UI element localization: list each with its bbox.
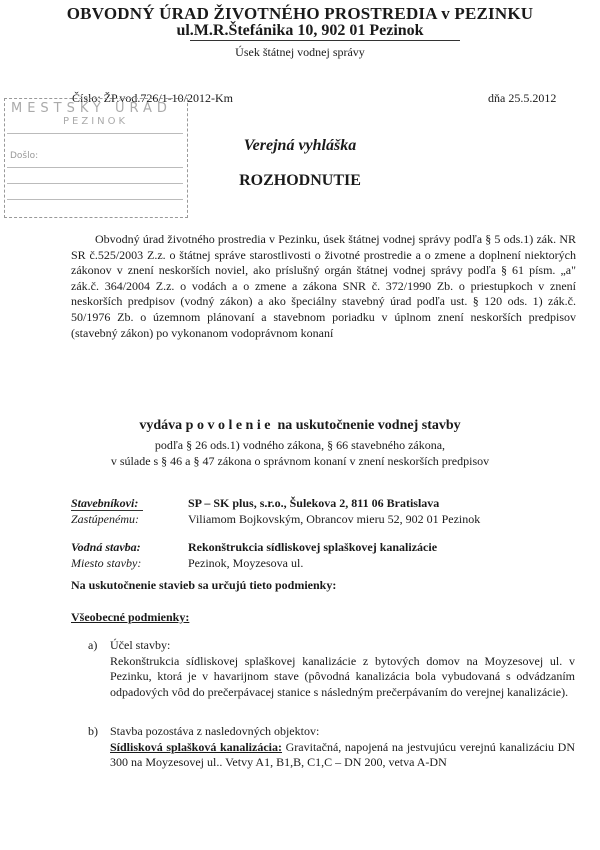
general-conditions-heading: Všeobecné podmienky: [71, 610, 190, 624]
permit-statement [0, 418, 600, 434]
stamp-rule [7, 133, 183, 134]
builder-value: SP – SK plus, s.r.o., Šulekova 2, 811 06 Bratislava [188, 496, 440, 510]
stamp-rule [7, 199, 183, 200]
office-name: OBVODNÝ ÚRAD ŽIVOTNÉHO PROSTREDIA v PEZINKU [66, 4, 534, 23]
intro-paragraph: Obvodný úrad životného prostredia v Pezinku, úsek štátnej vodnej správy podľa § 5 ods.1) zák. NR SR č.525/2003 Z.z. o štátnej správe starostlivosti o životné prostredie a o zmene a doplnení niektorých zákonov v znení neskorších noviel, ako príslušný orgán štátnej vodnej správy podľa § 61 písm. „a" zák.č. 364/2004 Z.z. o vodách a o zmene a zákona SNR č. 372/1990 Zb. o priestupkoch v znení neskorších predpisov (vodný zákon) a ako špeciálny stavebný úrad podľa ust. § 120 ods. 1) zák.č. 50/1976 Zb. o územnom plánovaní a stavebnom poriadku v úplnom znení neskorších predpisov (stavebný zákon) po vykonanom vodoprávnom konaní [71, 232, 576, 340]
structure-label: Vodná stavba: [71, 540, 141, 554]
representative-value: Viliamom Bojkovským, Obrancov mieru 52, 902 01 Pezinok [188, 512, 481, 526]
item-a-title: Účel stavby: [110, 638, 171, 652]
stamp-office: MESTSKÝ ÚRAD [11, 101, 172, 116]
location-value: Pezinok, Moyzesova ul. [188, 556, 304, 570]
item-b-marker: b) [88, 724, 98, 738]
structure-value: Rekonštrukcia sídliskovej splaškovej kanalizácie [188, 540, 438, 554]
item-a-marker: a) [88, 638, 98, 652]
stamp-received-label: Došlo: [10, 151, 39, 161]
builder-label: Stavebníkovi: [71, 496, 139, 510]
permit-verb: vydáva [139, 418, 183, 433]
decision-title: ROZHODNUTIE [239, 172, 361, 189]
department-name: Úsek štátnej vodnej správy [235, 45, 365, 59]
stamp-town: PEZINOK [63, 116, 129, 127]
registry-stamp [4, 98, 188, 218]
permit-word: povolenie [185, 418, 274, 433]
builder-label-underline [71, 510, 143, 511]
item-a-text: Rekonštrukcia sídliskovej splaškovej kanalizácie z bytových domov na Moyzesovej ul. v Pezinku, ktorá je v havarijnom stave (pôvodná kanalizácia bola vybudovaná s odvádzaním odpadových vôd do prečerpávacej stanice s následným prečerpávaním do verejnej kanalizácie). [110, 653, 575, 699]
document-date: dňa 25.5.2012 [488, 91, 557, 105]
item-b [110, 724, 575, 771]
reference-number: Číslo: ŽP.vod.726/1-10/2012-Km [72, 91, 234, 105]
item-b-body [110, 740, 575, 771]
location-label: Miesto stavby: [71, 556, 142, 570]
permit-legal-basis: podľa § 26 ods.1) vodného zákona, § 66 stavebného zákona, [154, 438, 446, 452]
item-a [110, 638, 575, 700]
permit-legal-basis-2: v súlade s § 46 a § 47 zákona o správnom konaní v znení neskorších predpisov [110, 454, 490, 468]
conditions-heading: Na uskutočnenie stavieb sa určujú tieto podmienky: [71, 578, 337, 592]
item-b-sub-label: Sídlisková splašková kanalizácia: [110, 739, 282, 754]
representative-label: Zastúpenému: [71, 512, 139, 526]
public-notice-title: Verejná vyhláška [243, 137, 357, 154]
permit-rest: na uskutočnenie vodnej stavby [277, 418, 461, 433]
header-underline [190, 40, 460, 41]
stamp-rule [7, 167, 183, 168]
office-address: ul.M.R.Štefánika 10, 902 01 Pezinok [176, 22, 424, 39]
item-b-text: Gravitačná, napojená na jestvujúcu verejnú kanalizáciu DN 300 na Moyzesovej ul.. Vetvy A1, B1,B, C1,C – DN 200, vetva A-DN [110, 739, 576, 769]
item-b-title: Stavba pozostáva z nasledovných objektov: [110, 724, 320, 738]
